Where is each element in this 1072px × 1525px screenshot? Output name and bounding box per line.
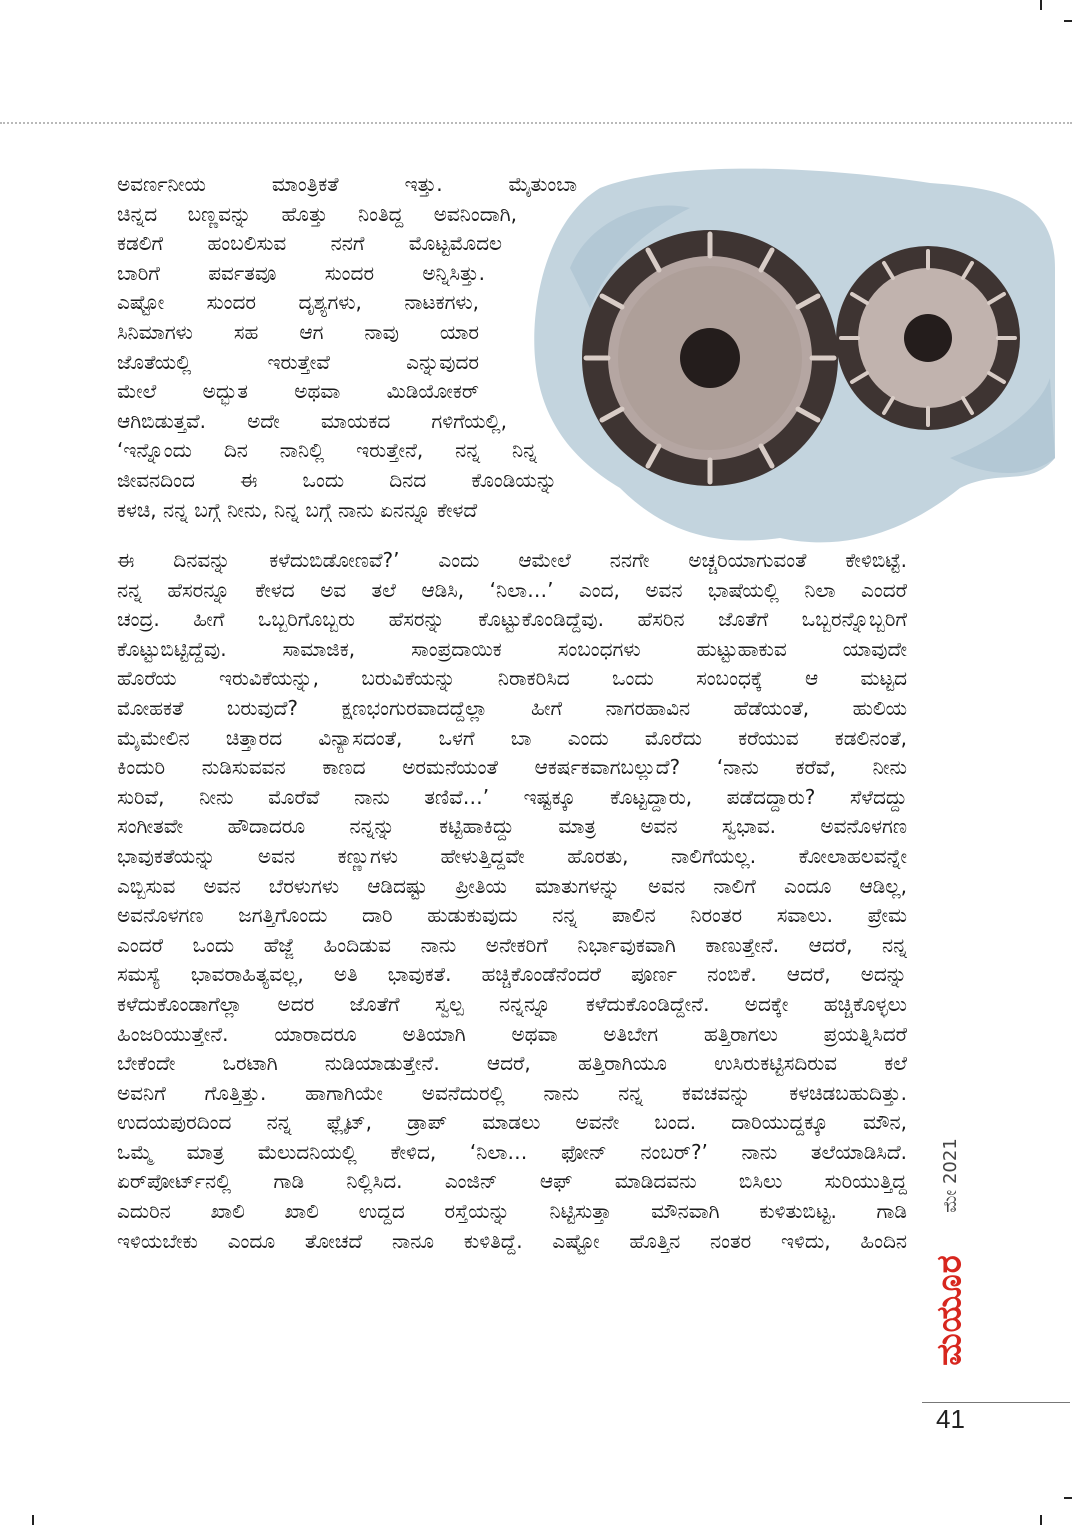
text-line: ಜೀವನದಿಂದ ಈ ಒಂದು ದಿನದ ಕೊಂಡಿಯನ್ನು <box>117 467 557 492</box>
text-line: ಕಳೆದುಕೊಂಡಾಗೆಲ್ಲಾ ಅದರ ಜೊತೆಗೆ ಸ್ವಲ್ಪ ನನ್ನನ್ನೂ ಕಳೆದುಕೊಂಡಿದ್ದೇನೆ. ಅದಕ್ಕೇ ಹಚ್ಚಿಕೊಳ್ಳಲು <box>117 991 907 1016</box>
text-line: ಈ ದಿನವನ್ನು ಕಳೆದುಬಿಡೋಣವೆ?’ ಎಂದು ಆಮೇಲೆ ನನಗೇ ಅಚ್ಚರಿಯಾಗುವಂತೆ ಕೇಳಿಬಿಟ್ಟೆ. <box>117 548 907 572</box>
text-line: ಬೇಕೆಂದೇ ಒರಟಾಗಿ ನುಡಿಯಾಡುತ್ತೇನೆ. ಆದರೆ, ಹತ್ತಿರಾಗಿಯೂ ಉಸಿರುಕಟ್ಟಿಸದಿರುವ ಕಲೆ <box>117 1051 907 1076</box>
text-line: ಎಂದರೆ ಒಂದು ಹೆಜ್ಜೆ ಹಿಂದಿಡುವ ನಾನು ಅನೇಕರಿಗೆ ನಿರ್ಭಾವುಕವಾಗಿ ಕಾಣುತ್ತೇನೆ. ಆದರೆ, ನನ್ನ <box>117 932 907 957</box>
text-line: ಜೊತೆಯಲ್ಲಿ ಇರುತ್ತೇವೆ ಎನ್ನುವುದರ <box>117 349 479 374</box>
text-line: ಸಿನಿಮಾಗಳು ಸಹ ಆಗ ನಾವು ಯಾರ <box>117 319 479 344</box>
crop-mark-right-top <box>1064 20 1072 22</box>
text-line: ಕಿಂದುರಿ ನುಡಿಸುವವನ ಕಾಣದ ಅರಮನೆಯಂತೆ ಆಕರ್ಷಕವಾಗಬಲ್ಲುದೆ? ‘ನಾನು ಕರೆವೆ, ನೀನು <box>117 755 907 780</box>
text-line: ಏರ್‌ಪೋರ್ಟ್‌ನಲ್ಲಿ ಗಾಡಿ ನಿಲ್ಲಿಸಿದ. ಎಂಜಿನ್ ಆಫ್ ಮಾಡಿದವನು ಬಿಸಿಲು ಸುರಿಯುತ್ತಿದ್ದ <box>117 1169 907 1194</box>
text-line: ಅವನಿಗೆ ಗೊತ್ತಿತ್ತು. ಹಾಗಾಗಿಯೇ ಅವನೆದುರಲ್ಲಿ ನಾನು ನನ್ನ ಕವಚವನ್ನು ಕಳಚಿಡಬಹುದಿತ್ತು. <box>117 1080 907 1105</box>
article-body-text <box>117 546 907 1256</box>
text-line: ‘ಇನ್ನೊಂದು ದಿನ ನಾನಿಲ್ಲಿ ಇರುತ್ತೇನೆ, ನನ್ನ ನಿನ್ನ <box>117 438 537 463</box>
text-line: ಚಿನ್ನದ ಬಣ್ಣವನ್ನು ಹೊತ್ತು ನಿಂತಿದ್ದ ಅವನಿಂದಾಗಿ, <box>117 201 517 226</box>
text-line: ಎಬ್ಬಿಸುವ ಅವನ ಬೆರಳುಗಳು ಆಡಿದಷ್ಟು ಪ್ರೀತಿಯ ಮಾತುಗಳನ್ನು ಅವನ ನಾಲಿಗೆ ಎಂದೂ ಆಡಿಲ್ಲ, <box>117 873 907 898</box>
masthead-box <box>930 1230 970 1390</box>
crop-mark-bottom <box>1040 1515 1042 1525</box>
text-line: ಉದಯಪುರದಿಂದ ನನ್ನ ಫ್ಲೈಟ್, ಡ್ರಾಪ್ ಮಾಡಲು ಅವನೇ ಬಂದ. ದಾರಿಯುದ್ದಕ್ಕೂ ಮೌನ, <box>117 1110 907 1135</box>
text-line: ಬಾರಿಗೆ ಪರ್ವತವೂ ಸುಂದರ ಅನ್ನಿಸಿತ್ತು. <box>117 260 485 285</box>
issue-date: ಮೇ 2021 <box>939 1137 961 1213</box>
issue-date-box <box>930 1130 970 1220</box>
page-number: 41 <box>936 1404 965 1434</box>
header-dotted-rule <box>0 122 1072 124</box>
crop-mark-right-bottom <box>1064 1497 1072 1499</box>
small-drum <box>836 246 1020 430</box>
masthead-logo: ಮಯೂರ <box>930 1254 970 1366</box>
text-line: ಎಷ್ಟೋ ಸುಂದರ ದೃಶ್ಯಗಳು, ನಾಟಕಗಳು, <box>117 290 479 315</box>
text-line: ಒಮ್ಮೆ ಮಾತ್ರ ಮೆಲುದನಿಯಲ್ಲಿ ಕೇಳಿದ, ‘ನಿಲಾ… ಫೋನ್ ನಂಬರ್?’ ನಾನು ತಲೆಯಾಡಿಸಿದೆ. <box>117 1139 907 1164</box>
crop-mark-left-bottom <box>32 1515 34 1525</box>
article-wrap-text <box>117 170 637 525</box>
text-line: ಚಂದ್ರ. ಹೀಗೆ ಒಬ್ಬರಿಗೊಬ್ಬರು ಹೆಸರನ್ನು ಕೊಟ್ಟುಕೊಂಡಿದ್ದೆವು. ಹೆಸರಿನ ಜೊತೆಗೆ ಒಬ್ಬರನ್ನೊಬ್ಬರಿಗೆ <box>117 607 907 632</box>
text-line: ಕಡಲಿಗೆ ಹಂಬಲಿಸುವ ನನಗೆ ಮೊಟ್ಟಮೊದಲ <box>117 231 502 256</box>
text-line: ಅವರ್ಣನೀಯ ಮಾಂತ್ರಿಕತೆ ಇತ್ತು. ಮೈತುಂಬಾ <box>117 172 577 196</box>
text-line: ಸುರಿವೆ, ನೀನು ಮೊರೆವೆ ನಾನು ತಣಿವೆ…’ ಇಷ್ಟಕ್ಕೂ ಕೊಟ್ಟದ್ದಾರು, ಪಡೆದದ್ದಾರು? ಸೆಳೆದದ್ದು <box>117 784 907 809</box>
text-line: ಮೇಲೆ ಅದ್ಭುತ ಅಥವಾ ಮಿಡಿಯೋಕರ್ <box>117 379 479 404</box>
text-line: ಇಳಿಯಬೇಕು ಎಂದೂ ತೋಚದೆ ನಾನೂ ಕುಳಿತಿದ್ದೆ. ಎಷ್ಟೋ ಹೊತ್ತಿನ ನಂತರ ಇಳಿದು, ಹಿಂದಿನ <box>117 1228 907 1253</box>
text-line: ಭಾವುಕತೆಯನ್ನು ಅವನ ಕಣ್ಣುಗಳು ಹೇಳುತ್ತಿದ್ದವೇ ಹೊರತು, ನಾಲಿಗೆಯಲ್ಲ. ಕೋಲಾಹಲವನ್ನೇ <box>117 843 907 868</box>
text-line: ಕೊಟ್ಟುಬಿಟ್ಟಿದ್ದೆವು. ಸಾಮಾಜಿಕ, ಸಾಂಪ್ರದಾಯಿಕ ಸಂಬಂಧಗಳು ಹುಟ್ಟುಹಾಕುವ ಯಾವುದೇ <box>117 636 907 661</box>
text-line: ಎದುರಿನ ಖಾಲಿ ಖಾಲಿ ಉದ್ದದ ರಸ್ತೆಯನ್ನು ನಿಟ್ಟಿಸುತ್ತಾ ಮೌನವಾಗಿ ಕುಳಿತುಬಿಟ್ಟ. ಗಾಡಿ <box>117 1199 907 1224</box>
text-line: ಮೋಹಕತೆ ಬರುವುದೆ? ಕ್ಷಣಭಂಗುರವಾದದ್ದೆಲ್ಲಾ ಹೀಗೆ ನಾಗರಹಾವಿನ ಹೆಡೆಯಂತೆ, ಹುಲಿಯ <box>117 695 907 720</box>
text-line: ಅವನೊಳಗಣ ಜಗತ್ತಿಗೊಂದು ದಾರಿ ಹುಡುಕುವುದು ನನ್ನ ಪಾಲಿನ ನಿರಂತರ ಸವಾಲು. ಪ್ರೇಮ <box>117 903 907 928</box>
side-issue-info <box>930 1130 970 1390</box>
folio-rule <box>922 1402 1070 1403</box>
crop-mark-top <box>1040 0 1042 10</box>
text-line: ಸಮಸ್ಯೆ ಭಾವರಾಹಿತ್ಯವಲ್ಲ, ಅತಿ ಭಾವುಕತೆ. ಹಚ್ಚಿಕೊಂಡೆನೆಂದರೆ ಪೂರ್ಣ ನಂಬಿಕೆ. ಆದರೆ, ಅದನ್ನು <box>117 962 907 987</box>
text-line: ಮೈಮೇಲಿನ ಚಿತ್ತಾರದ ವಿನ್ಯಾಸದಂತೆ, ಒಳಗೆ ಬಾ ಎಂದು ಮೊರೆದು ಕರೆಯುವ ಕಡಲಿನಂತೆ, <box>117 725 907 750</box>
text-line: ನನ್ನ ಹೆಸರನ್ನೂ ಕೇಳದ ಅವ ತಲೆ ಆಡಿಸಿ, ‘ನಿಲಾ…’ ಎಂದ, ಅವನ ಭಾಷೆಯಲ್ಲಿ ನಿಲಾ ಎಂದರೆ <box>117 577 907 602</box>
text-line: ಹಿಂಜರಿಯುತ್ತೇನೆ. ಯಾರಾದರೂ ಅತಿಯಾಗಿ ಅಥವಾ ಅತಿಬೇಗ ಹತ್ತಿರಾಗಲು ಪ್ರಯತ್ನಿಸಿದರೆ <box>117 1021 907 1046</box>
text-line: ಹೊರೆಯ ಇರುವಿಕೆಯನ್ನು, ಬರುವಿಕೆಯನ್ನು ನಿರಾಕರಿಸಿದ ಒಂದು ಸಂಬಂಧಕ್ಕೆ ಆ ಮಟ್ಟದ <box>117 666 907 691</box>
text-line: ಆಗಿಬಿಡುತ್ತವೆ. ಅದೇ ಮಾಯಕದ ಗಳಿಗೆಯಲ್ಲಿ, <box>117 408 507 433</box>
text-line: ಸಂಗೀತವೇ ಹೌದಾದರೂ ನನ್ನನ್ನು ಕಟ್ಟಿಹಾಕಿದ್ದು ಮಾತ್ರ ಅವನ ಸ್ವಭಾವ. ಅವನೊಳಗಣ <box>117 814 907 839</box>
text-line: ಕಳಚಿ, ನನ್ನ ಬಗ್ಗೆ ನೀನು, ನಿನ್ನ ಬಗ್ಗೆ ನಾನು ಏನನ್ನೂ ಕೇಳದೆ <box>117 497 478 522</box>
